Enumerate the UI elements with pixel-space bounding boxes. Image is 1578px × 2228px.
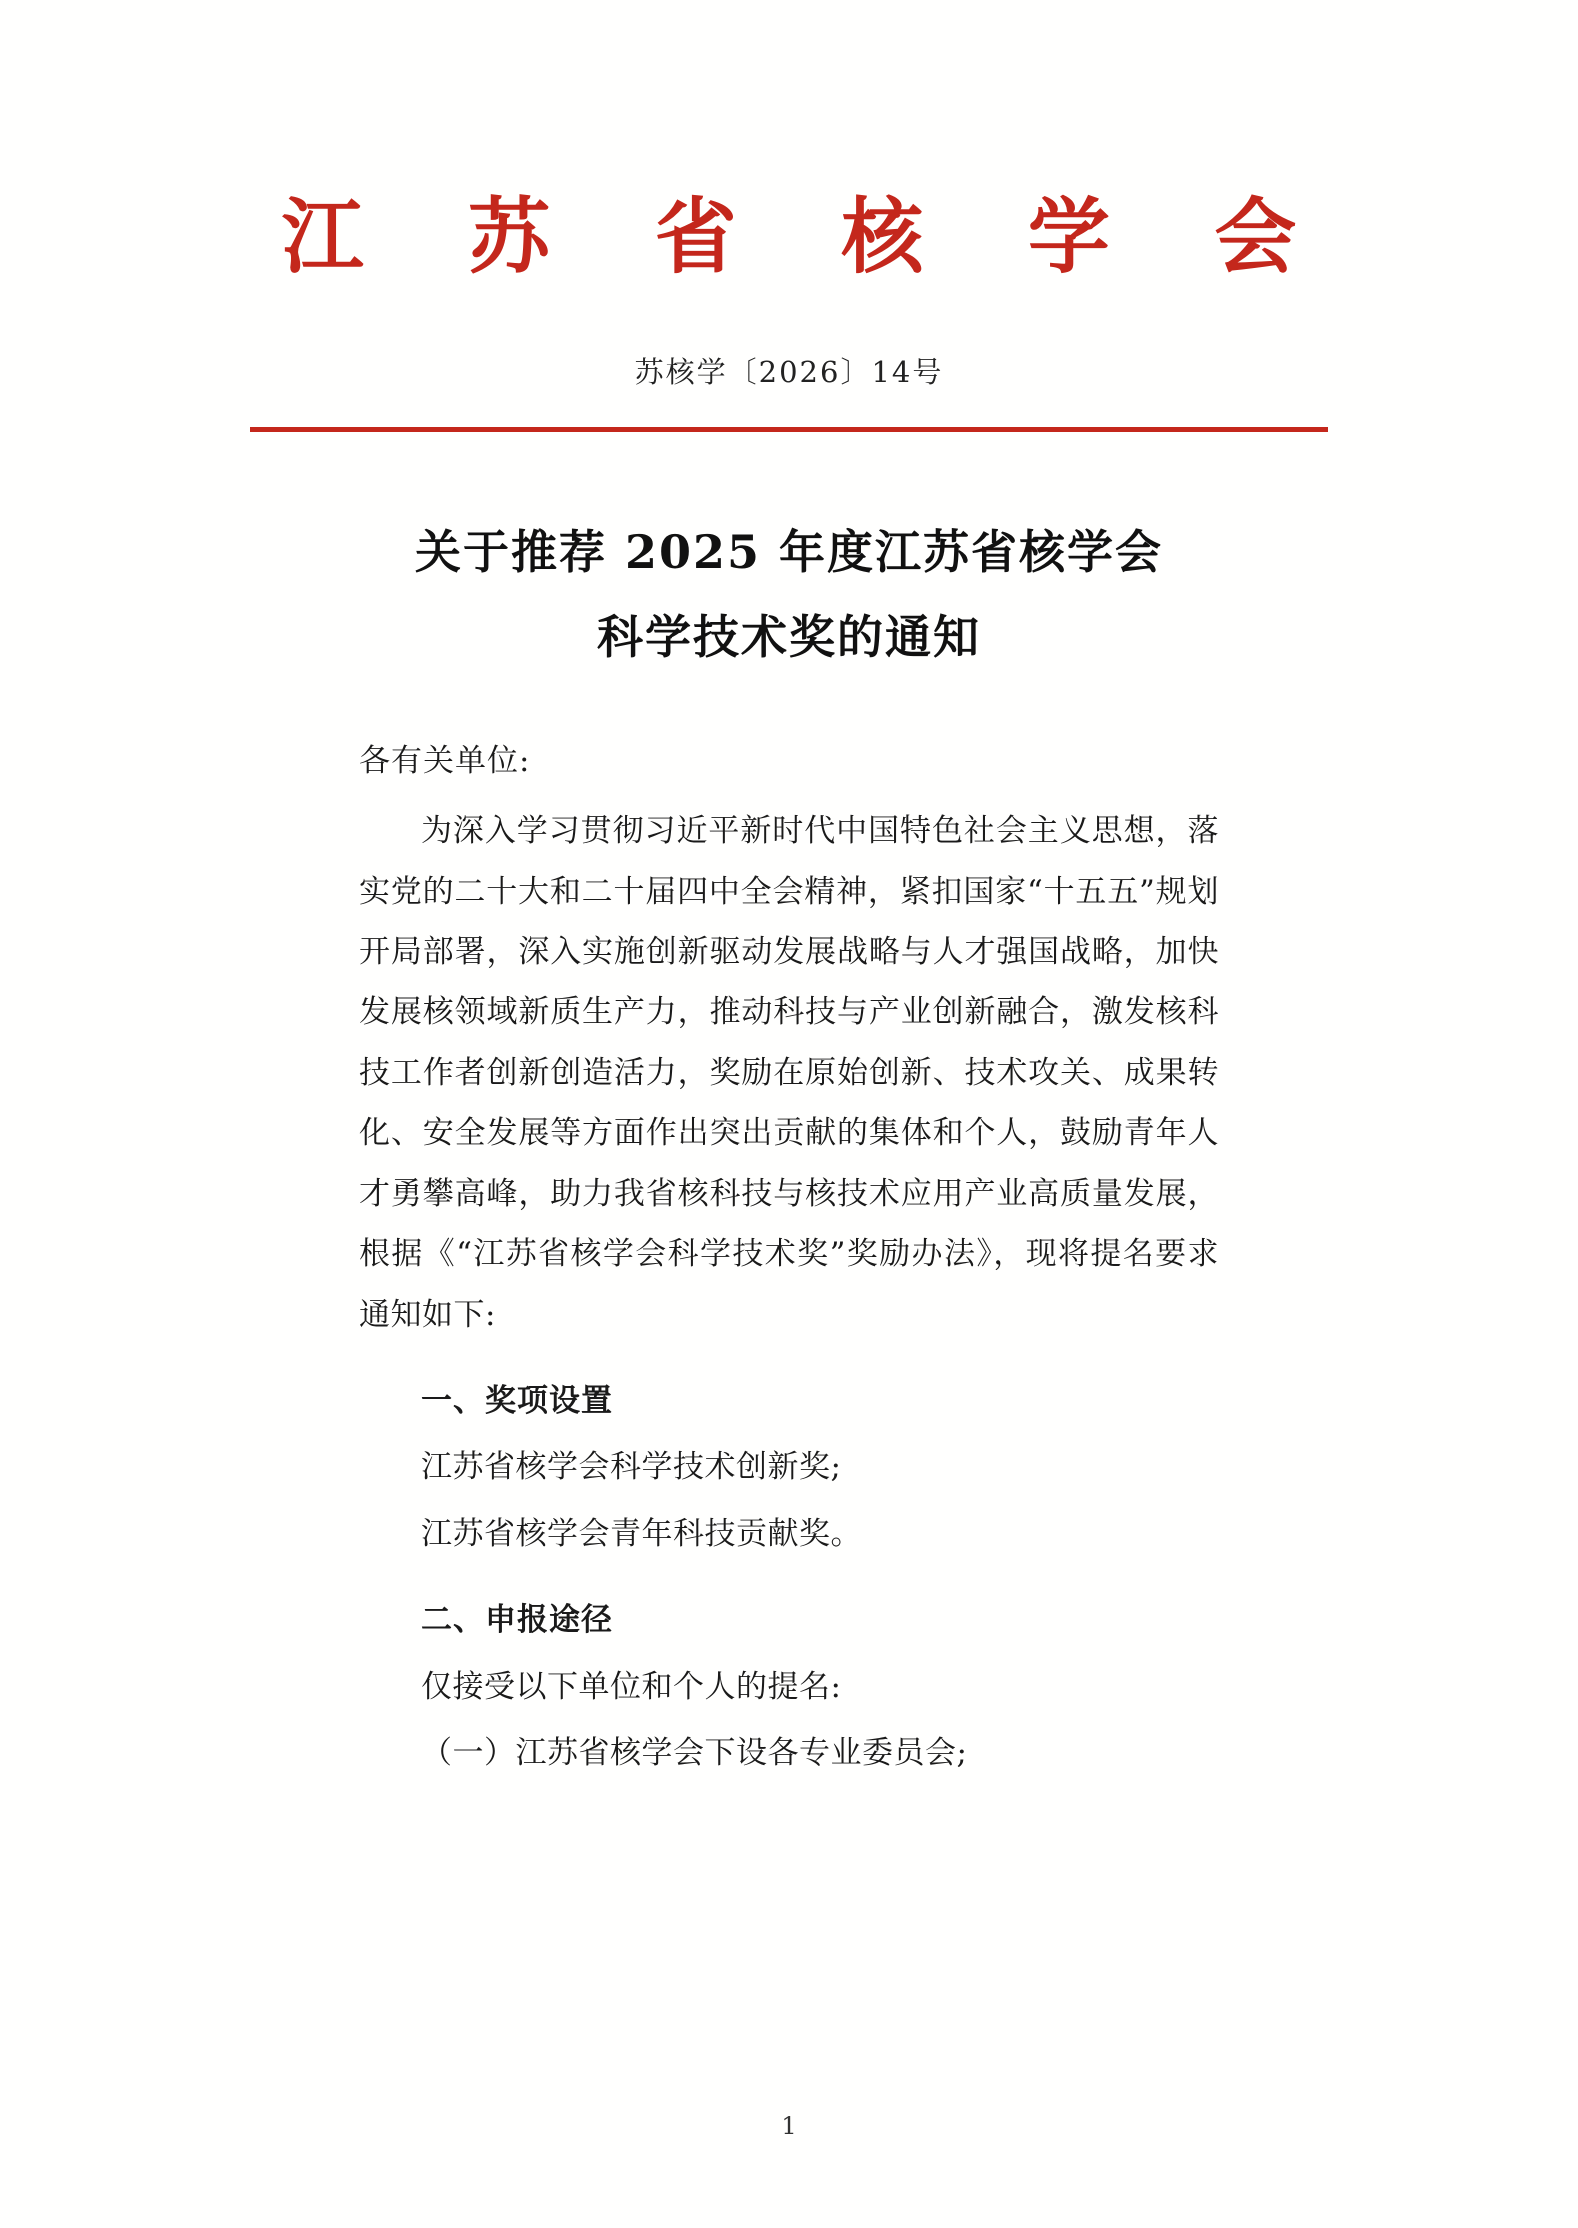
document-body bbox=[229, 732, 1349, 1783]
award-item-youth: 江苏省核学会青年科技贡献奖。 bbox=[421, 1515, 862, 1552]
salutation: 各有关单位: bbox=[359, 743, 531, 780]
title-line-2: 科学技术奖的通知 bbox=[597, 610, 981, 665]
intro-paragraph: 为深入学习贯彻习近平新时代中国特色社会主义思想，落实党的二十大和二十届四中全会精神，紧扣国家“十五五”规划开局部署，深入实施创新驱动发展战略与人才强国战略，加快发展核领域新质生产力，推动科技与产业创新融合，激发核科技工作者创新创造活力，奖励在原始创新、技术攻关、成果转化、安全发展等方面作出突出贡献的集体和个人，鼓励青年人才勇攀高峰，助力我省核科技与核技术应用产业高质量发展，根据《“江苏省核学会科学技术奖”奖励办法》，现将提名要求通知如下: bbox=[359, 813, 1219, 1333]
application-intro: 仅接受以下单位和个人的提名: bbox=[421, 1668, 842, 1705]
section-heading-awards: 一、奖项设置 bbox=[421, 1383, 613, 1420]
red-rule-line bbox=[250, 427, 1328, 432]
page-title bbox=[0, 510, 1578, 680]
document-number: 苏核学〔2026〕14号 bbox=[634, 355, 944, 389]
title-line-1: 关于推荐 2025 年度江苏省核学会 bbox=[414, 525, 1164, 579]
award-item-innovation: 江苏省核学会科学技术创新奖; bbox=[421, 1449, 842, 1486]
letterhead-title: 江 苏 省 核 学 会 bbox=[281, 189, 1335, 285]
page-number: 1 bbox=[781, 2112, 797, 2140]
application-item-1: （一）江苏省核学会下设各专业委员会; bbox=[421, 1735, 968, 1772]
red-separator-rule bbox=[0, 427, 1578, 432]
section-heading-application: 二、申报途径 bbox=[421, 1602, 613, 1639]
